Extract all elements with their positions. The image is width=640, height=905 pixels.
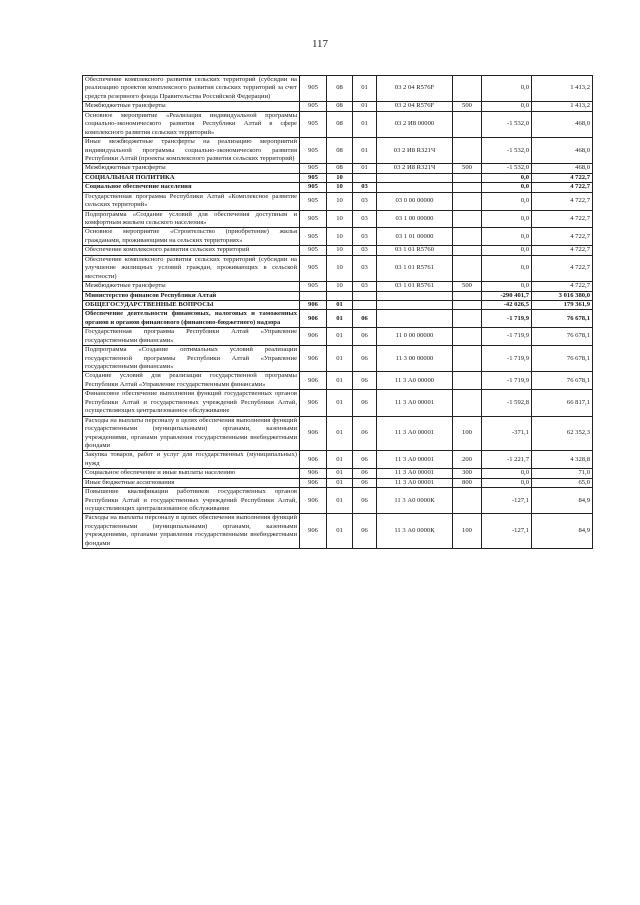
change-amount-cell: 0,0: [482, 255, 532, 281]
table-row: [83, 372, 593, 390]
change-amount-cell: -1 719,9: [482, 372, 532, 390]
expense-name-cell: Основное мероприятие «Строительство (приобретение) жилья гражданами, проживающими на сельских территориях»: [83, 228, 300, 246]
total-amount-cell: 76 678,1: [532, 310, 593, 328]
target-article-cell: 03 1 01 00000: [377, 228, 453, 246]
change-amount-cell: -1 532,0: [482, 111, 532, 137]
expense-type-cell: [453, 228, 482, 246]
table-row: [83, 469, 593, 478]
ministry-code-cell: 906: [300, 372, 327, 390]
change-amount-cell: 0,0: [482, 76, 532, 102]
table-row: [83, 246, 593, 255]
total-amount-cell: 4 722,7: [532, 282, 593, 291]
section-code-cell: 10: [327, 255, 353, 281]
ministry-code-cell: 905: [300, 228, 327, 246]
subsection-code-cell: 06: [353, 310, 377, 328]
expense-name-cell: СОЦИАЛЬНАЯ ПОЛИТИКА: [83, 173, 300, 182]
section-code-cell: 08: [327, 111, 353, 137]
target-article-cell: 11 3 А0 0000К: [377, 514, 453, 549]
change-amount-cell: 0,0: [482, 469, 532, 478]
expense-name-cell: Подпрограмма «Создание оптимальных условий реализации государственной программы Республики Алтай «Управление государственными финансами»: [83, 346, 300, 372]
expense-type-cell: [453, 246, 482, 255]
subsection-code-cell: 03: [353, 255, 377, 281]
target-article-cell: 03 2 04 R576F: [377, 76, 453, 102]
table-row: [83, 300, 593, 309]
total-amount-cell: 4 722,7: [532, 173, 593, 182]
expense-type-cell: [453, 192, 482, 210]
section-code-cell: 10: [327, 173, 353, 182]
subsection-code-cell: 03: [353, 228, 377, 246]
expense-type-cell: 200: [453, 451, 482, 469]
total-amount-cell: 62 352,3: [532, 416, 593, 451]
target-article-cell: 11 3 А0 00001: [377, 451, 453, 469]
total-amount-cell: 65,0: [532, 478, 593, 487]
change-amount-cell: -371,1: [482, 416, 532, 451]
section-code-cell: 10: [327, 228, 353, 246]
table-row: [83, 192, 593, 210]
expense-name-cell: Обеспечение комплексного развития сельских территорий (субсидии на реализацию проектов комплексного развития сельских территорий за счет средств резервного фонда Правительства Российской Федерации): [83, 76, 300, 102]
total-amount-cell: 4 722,7: [532, 255, 593, 281]
target-article-cell: 03 2 04 R576F: [377, 102, 453, 111]
table-row: [83, 210, 593, 228]
subsection-code-cell: [353, 300, 377, 309]
table-row: [83, 488, 593, 514]
section-code-cell: 08: [327, 138, 353, 164]
expense-name-cell: Закупка товаров, работ и услуг для государственных (муниципальных) нужд: [83, 451, 300, 469]
subsection-code-cell: 01: [353, 138, 377, 164]
table-row: [83, 228, 593, 246]
change-amount-cell: 0,0: [482, 282, 532, 291]
change-amount-cell: -1 592,8: [482, 390, 532, 416]
ministry-code-cell: 905: [300, 164, 327, 173]
target-article-cell: [377, 310, 453, 328]
total-amount-cell: 4 722,7: [532, 183, 593, 192]
target-article-cell: 03 1 01 R5761: [377, 255, 453, 281]
target-article-cell: 03 2 И8 00000: [377, 111, 453, 137]
total-amount-cell: 468,0: [532, 164, 593, 173]
ministry-code-cell: 905: [300, 76, 327, 102]
expense-name-cell: Финансовое обеспечение выполнения функций государственных органов Республики Алтай и государственных учреждений Республики Алтай, осуществляющих централизованное обслуживание: [83, 390, 300, 416]
table-row: [83, 390, 593, 416]
ministry-code-cell: 906: [300, 488, 327, 514]
subsection-code-cell: 06: [353, 478, 377, 487]
subsection-code-cell: 01: [353, 164, 377, 173]
ministry-code-cell: 906: [300, 469, 327, 478]
change-amount-cell: -127,1: [482, 514, 532, 549]
change-amount-cell: -127,1: [482, 488, 532, 514]
table-row: [83, 76, 593, 102]
expense-type-cell: 800: [453, 478, 482, 487]
table-row: [83, 451, 593, 469]
budget-table: [82, 75, 593, 549]
expense-name-cell: ОБЩЕГОСУДАРСТВЕННЫЕ ВОПРОСЫ: [83, 300, 300, 309]
expense-type-cell: 300: [453, 469, 482, 478]
expense-name-cell: Повышение квалификации работников государственных органов Республики Алтай и государственных учреждений Республики Алтай, осуществляющих централизованное обслуживание: [83, 488, 300, 514]
subsection-code-cell: 03: [353, 183, 377, 192]
change-amount-cell: -290 401,7: [482, 291, 532, 300]
total-amount-cell: 4 722,7: [532, 192, 593, 210]
ministry-code-cell: 906: [300, 346, 327, 372]
table-row: [83, 416, 593, 451]
section-code-cell: 01: [327, 346, 353, 372]
expense-type-cell: 100: [453, 514, 482, 549]
section-code-cell: 01: [327, 469, 353, 478]
target-article-cell: 03 1 01 R5761: [377, 282, 453, 291]
change-amount-cell: -1 719,9: [482, 346, 532, 372]
subsection-code-cell: 06: [353, 469, 377, 478]
subsection-code-cell: 06: [353, 346, 377, 372]
expense-type-cell: [453, 328, 482, 346]
target-article-cell: 11 3 А0 00001: [377, 416, 453, 451]
expense-type-cell: 500: [453, 102, 482, 111]
section-code-cell: 10: [327, 210, 353, 228]
ministry-code-cell: 905: [300, 246, 327, 255]
ministry-code-cell: 906: [300, 514, 327, 549]
expense-name-cell: Обеспечение комплексного развития сельских территорий (субсидии на улучшение жилищных условий граждан, проживающих в сельской местности): [83, 255, 300, 281]
target-article-cell: 03 2 И8 R321Ч: [377, 164, 453, 173]
section-code-cell: 01: [327, 328, 353, 346]
expense-name-cell: Государственная программа Республики Алтай «Комплексное развитие сельских территорий»: [83, 192, 300, 210]
expense-name-cell: Межбюджетные трансферты: [83, 102, 300, 111]
section-code-cell: 08: [327, 164, 353, 173]
total-amount-cell: 71,0: [532, 469, 593, 478]
ministry-code-cell: 905: [300, 282, 327, 291]
subsection-code-cell: [353, 173, 377, 182]
subsection-code-cell: 01: [353, 102, 377, 111]
table-row: [83, 183, 593, 192]
expense-type-cell: 100: [453, 416, 482, 451]
expense-type-cell: [453, 390, 482, 416]
expense-name-cell: Подпрограмма «Создание условий для обеспечения доступным и комфортным жильем сельского населения»: [83, 210, 300, 228]
section-code-cell: 08: [327, 76, 353, 102]
expense-name-cell: Иные межбюджетные трансферты на реализацию мероприятий индивидуальной программы социально-экономического развития Республики Алтай (проекты комплексного развития сельских территорий): [83, 138, 300, 164]
change-amount-cell: -1 532,0: [482, 138, 532, 164]
expense-type-cell: [453, 310, 482, 328]
table-row: [83, 478, 593, 487]
expense-name-cell: Иные бюджетные ассигнования: [83, 478, 300, 487]
total-amount-cell: 4 722,7: [532, 210, 593, 228]
subsection-code-cell: 03: [353, 192, 377, 210]
expense-name-cell: Обеспечение деятельности финансовых, налоговых и таможенных органов и органов финансового (финансово-бюджетного) надзора: [83, 310, 300, 328]
target-article-cell: 11 3 А0 00001: [377, 478, 453, 487]
table-row: [83, 291, 593, 300]
section-code-cell: [327, 291, 353, 300]
subsection-code-cell: 06: [353, 416, 377, 451]
target-article-cell: 03 1 00 00000: [377, 210, 453, 228]
total-amount-cell: 76 678,1: [532, 346, 593, 372]
change-amount-cell: -1 719,9: [482, 328, 532, 346]
expense-type-cell: [453, 346, 482, 372]
section-code-cell: 10: [327, 246, 353, 255]
table-row: [83, 310, 593, 328]
target-article-cell: [377, 183, 453, 192]
total-amount-cell: 468,0: [532, 111, 593, 137]
expense-type-cell: [453, 138, 482, 164]
subsection-code-cell: 06: [353, 451, 377, 469]
table-row: [83, 102, 593, 111]
subsection-code-cell: 06: [353, 372, 377, 390]
subsection-code-cell: 03: [353, 246, 377, 255]
subsection-code-cell: 01: [353, 76, 377, 102]
total-amount-cell: 4 722,7: [532, 246, 593, 255]
section-code-cell: 10: [327, 282, 353, 291]
ministry-code-cell: 905: [300, 255, 327, 281]
change-amount-cell: -1 532,0: [482, 164, 532, 173]
total-amount-cell: 66 817,1: [532, 390, 593, 416]
section-code-cell: 01: [327, 478, 353, 487]
section-code-cell: 08: [327, 102, 353, 111]
expense-type-cell: [453, 255, 482, 281]
ministry-code-cell: [300, 291, 327, 300]
table-row: [83, 164, 593, 173]
change-amount-cell: 0,0: [482, 183, 532, 192]
table-row: [83, 111, 593, 137]
target-article-cell: 03 0 00 00000: [377, 192, 453, 210]
ministry-code-cell: 905: [300, 173, 327, 182]
expense-name-cell: Расходы на выплаты персоналу в целях обеспечения выполнения функций государственными (муниципальными) органами, казенными учреждениями, органами управления государственными внебюджетными фондами: [83, 514, 300, 549]
section-code-cell: 01: [327, 488, 353, 514]
ministry-code-cell: 906: [300, 390, 327, 416]
expense-type-cell: [453, 291, 482, 300]
expense-name-cell: Создание условий для реализации государственной программы Республики Алтай «Управление государственными финансами»: [83, 372, 300, 390]
total-amount-cell: 3 016 380,0: [532, 291, 593, 300]
subsection-code-cell: 03: [353, 282, 377, 291]
ministry-code-cell: 906: [300, 310, 327, 328]
target-article-cell: 11 3 А0 00001: [377, 469, 453, 478]
ministry-code-cell: 905: [300, 192, 327, 210]
change-amount-cell: -1 221,7: [482, 451, 532, 469]
total-amount-cell: 1 413,2: [532, 76, 593, 102]
change-amount-cell: 0,0: [482, 246, 532, 255]
target-article-cell: 03 1 01 R5760: [377, 246, 453, 255]
expense-type-cell: [453, 210, 482, 228]
target-article-cell: 11 3 А0 0000К: [377, 488, 453, 514]
expense-name-cell: Министерство финансов Республики Алтай: [83, 291, 300, 300]
section-code-cell: 10: [327, 192, 353, 210]
target-article-cell: 11 3 А0 00001: [377, 390, 453, 416]
total-amount-cell: 4 328,8: [532, 451, 593, 469]
expense-type-cell: 500: [453, 282, 482, 291]
subsection-code-cell: 06: [353, 328, 377, 346]
expense-name-cell: Межбюджетные трансферты: [83, 282, 300, 291]
expense-type-cell: [453, 183, 482, 192]
subsection-code-cell: [353, 291, 377, 300]
total-amount-cell: 4 722,7: [532, 228, 593, 246]
expense-type-cell: [453, 76, 482, 102]
expense-name-cell: Расходы на выплаты персоналу в целях обеспечения выполнения функций государственными (муниципальными) органами, казенными учреждениями, органами управления государственными внебюджетными фондами: [83, 416, 300, 451]
total-amount-cell: 84,9: [532, 488, 593, 514]
total-amount-cell: 84,9: [532, 514, 593, 549]
section-code-cell: 01: [327, 416, 353, 451]
subsection-code-cell: 06: [353, 390, 377, 416]
expense-type-cell: [453, 173, 482, 182]
subsection-code-cell: 06: [353, 488, 377, 514]
table-row: [83, 514, 593, 549]
change-amount-cell: 0,0: [482, 210, 532, 228]
total-amount-cell: 1 413,2: [532, 102, 593, 111]
table-row: [83, 173, 593, 182]
change-amount-cell: 0,0: [482, 192, 532, 210]
expense-type-cell: [453, 372, 482, 390]
change-amount-cell: 0,0: [482, 478, 532, 487]
section-code-cell: 01: [327, 514, 353, 549]
page-number: 117: [311, 38, 329, 50]
table-row: [83, 282, 593, 291]
section-code-cell: 01: [327, 310, 353, 328]
table-row: [83, 328, 593, 346]
expense-name-cell: Межбюджетные трансферты: [83, 164, 300, 173]
expense-name-cell: Основное мероприятие «Реализация индивидуальной программы социально-экономического развития Республики Алтай в сфере комплексного развития сельских территорий»: [83, 111, 300, 137]
target-article-cell: 11 0 00 00000: [377, 328, 453, 346]
expense-name-cell: Государственная программа Республики Алтай «Управление государственными финансами»: [83, 328, 300, 346]
ministry-code-cell: 905: [300, 210, 327, 228]
section-code-cell: 01: [327, 300, 353, 309]
expense-name-cell: Социальное обеспечение и иные выплаты населению: [83, 469, 300, 478]
target-article-cell: [377, 300, 453, 309]
change-amount-cell: 0,0: [482, 102, 532, 111]
ministry-code-cell: 905: [300, 138, 327, 164]
expense-name-cell: Социальное обеспечение населения: [83, 183, 300, 192]
table-row: [83, 346, 593, 372]
total-amount-cell: 76 678,1: [532, 328, 593, 346]
change-amount-cell: -42 026,5: [482, 300, 532, 309]
change-amount-cell: 0,0: [482, 228, 532, 246]
ministry-code-cell: 906: [300, 451, 327, 469]
section-code-cell: 01: [327, 372, 353, 390]
total-amount-cell: 179 361,9: [532, 300, 593, 309]
section-code-cell: 10: [327, 183, 353, 192]
ministry-code-cell: 906: [300, 328, 327, 346]
total-amount-cell: 468,0: [532, 138, 593, 164]
section-code-cell: 01: [327, 451, 353, 469]
ministry-code-cell: 905: [300, 102, 327, 111]
target-article-cell: 11 3 00 00000: [377, 346, 453, 372]
total-amount-cell: 76 678,1: [532, 372, 593, 390]
expense-type-cell: 500: [453, 164, 482, 173]
expense-type-cell: [453, 488, 482, 514]
ministry-code-cell: 906: [300, 478, 327, 487]
subsection-code-cell: 01: [353, 111, 377, 137]
target-article-cell: 03 2 И8 R321Ч: [377, 138, 453, 164]
target-article-cell: 11 3 А0 00000: [377, 372, 453, 390]
subsection-code-cell: 03: [353, 210, 377, 228]
subsection-code-cell: 06: [353, 514, 377, 549]
table-row: [83, 138, 593, 164]
change-amount-cell: -1 719,9: [482, 310, 532, 328]
ministry-code-cell: 906: [300, 416, 327, 451]
section-code-cell: 01: [327, 390, 353, 416]
expense-type-cell: [453, 111, 482, 137]
change-amount-cell: 0,0: [482, 173, 532, 182]
expense-name-cell: Обеспечение комплексного развития сельских территорий: [83, 246, 300, 255]
ministry-code-cell: 905: [300, 111, 327, 137]
table-row: [83, 255, 593, 281]
ministry-code-cell: 905: [300, 183, 327, 192]
expense-type-cell: [453, 300, 482, 309]
ministry-code-cell: 906: [300, 300, 327, 309]
target-article-cell: [377, 173, 453, 182]
target-article-cell: [377, 291, 453, 300]
budget-table-body: [83, 76, 593, 549]
